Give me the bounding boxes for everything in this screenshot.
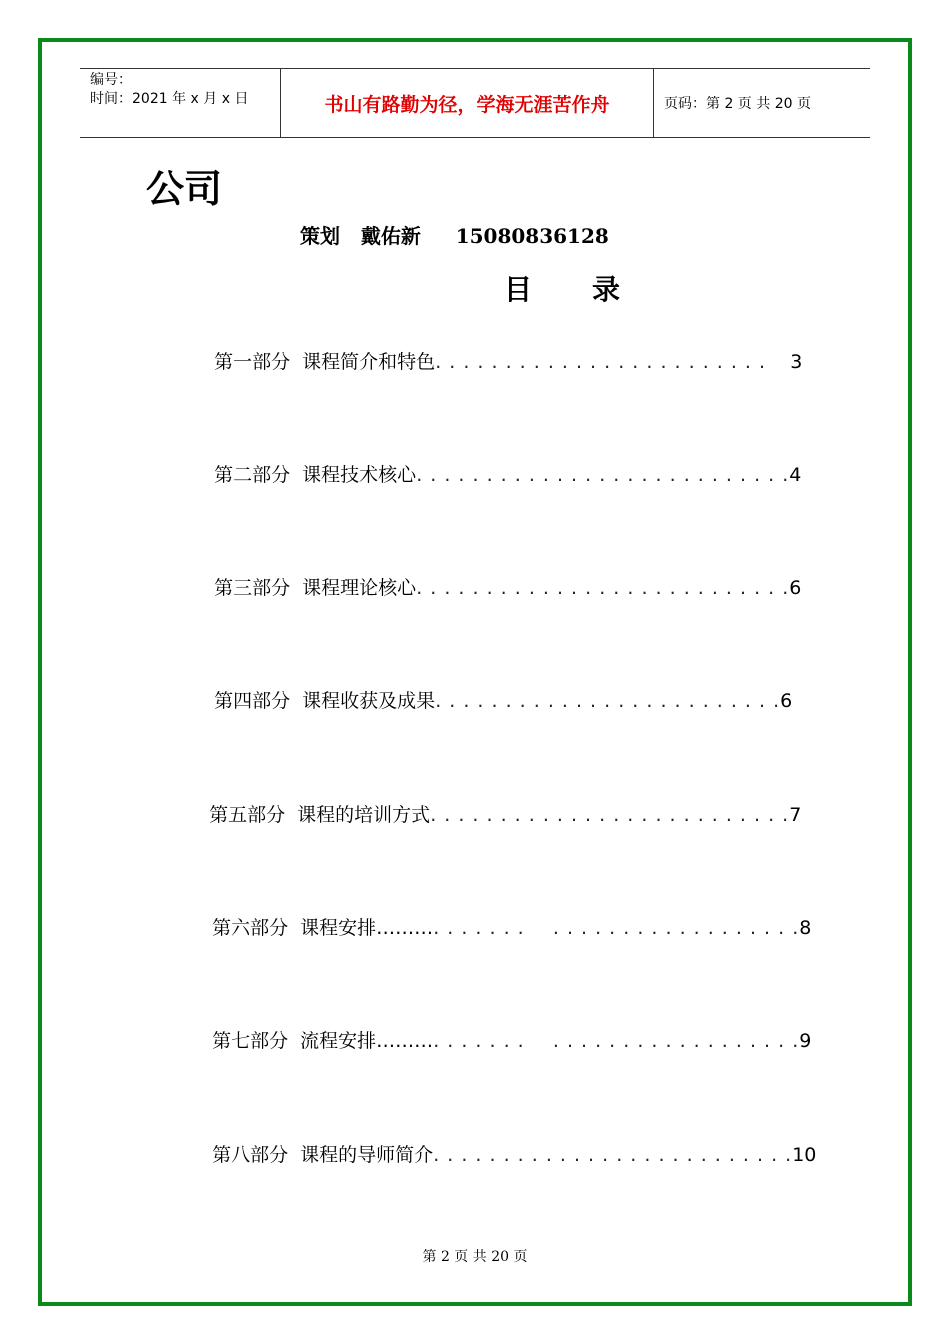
toc-page-number: 6 [789,577,802,599]
toc-leader: . . . . . . . . . . . . . . . . . . . . . . . . . [433,1030,800,1052]
toc-page-number: 10 [792,1144,817,1166]
toc-item-label: 第四部分 课程收获及成果 [214,690,436,712]
toc-page-number: 8 [799,917,812,939]
page-info: 页码：第 2 页 共 20 页 [664,96,811,112]
toc-item[interactable] [202,320,803,373]
toc-item-label: 第二部分 课程技术核心 [214,464,417,486]
toc-page-number: 7 [789,804,802,826]
toc-item[interactable] [197,773,802,826]
toc-leader: . . . . . . . . . . . . . . . . . . . . . . . . . . [430,804,790,826]
company-title: 公司 [146,167,223,211]
toc-item-label: 第五部分 课程的培训方式 [209,804,431,826]
toc-item-label: 第一部分 课程简介和特色 [214,351,436,373]
toc-item-label: 第七部分 流程安排……… [212,1030,434,1052]
toc-item[interactable] [200,886,812,939]
toc-item[interactable] [202,433,802,486]
toc-page-number: 9 [799,1030,812,1052]
toc-page-number: 6 [780,690,793,712]
toc-page-number: 4 [789,464,802,486]
toc-item-label: 第三部分 课程理论核心 [214,577,417,599]
toc-item[interactable] [200,999,812,1052]
number-label: 编号： [90,72,132,88]
toc-leader: . . . . . . . . . . . . . . . . . . . . . . . . . . [433,1144,793,1166]
toc-item-label: 第六部分 课程安排……… [212,917,434,939]
toc-item[interactable] [202,659,793,712]
toc-leader: . . . . . . . . . . . . . . . . . . . . . . . . . . . [416,464,790,486]
time-label: 时间：2021 年 x 月 x 日 [90,91,249,107]
toc-item[interactable] [202,546,802,599]
toc-item[interactable] [200,1113,817,1166]
toc-leader: . . . . . . . . . . . . . . . . . . . . . . . . . . . [416,577,790,599]
header-info-cell [80,69,281,137]
header-table [80,68,870,138]
toc-page-number: 3 [790,351,803,373]
motto: 书山有路勤为径，学海无涯苦作舟 [281,69,654,137]
toc-leader: . . . . . . . . . . . . . . . . . . . . . . . . . [433,917,800,939]
toc-leader: . . . . . . . . . . . . . . . . . . . . . . . . . [435,690,781,712]
toc-leader: . . . . . . . . . . . . . . . . . . . . . . . . [435,351,767,373]
planner-line: 策划 戴佑新 15080836128 [300,224,609,248]
page-footer: 第 2 页 共 20 页 [422,1249,528,1265]
toc-title: 目录 [504,273,681,306]
toc-item-label: 第八部分 课程的导师简介 [212,1144,434,1166]
